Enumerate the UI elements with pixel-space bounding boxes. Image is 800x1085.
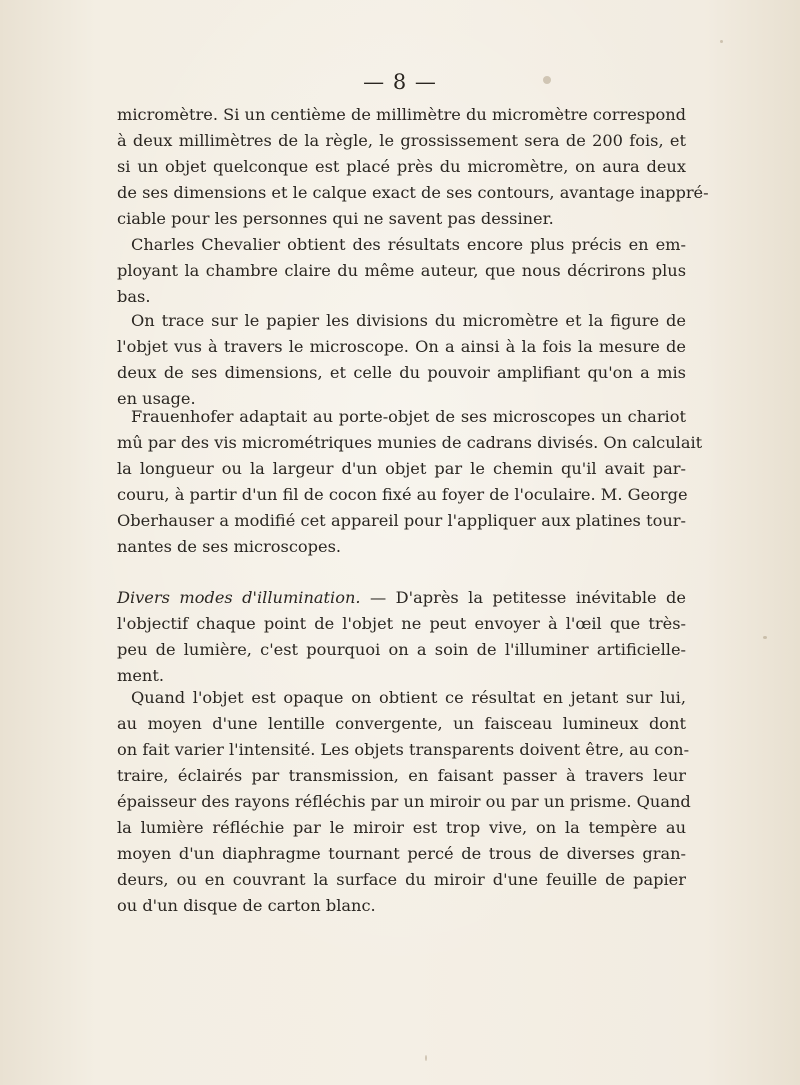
text-line: l'objectif chaque point de l'objet ne peut envoyer à l'œil que très-	[117, 614, 686, 633]
paper-speck	[425, 1055, 427, 1061]
text-line: On trace sur le papier les divisions du micromètre et la figure de	[131, 311, 686, 330]
paragraph-3	[117, 308, 686, 412]
text-line: mû par des vis micrométriques munies de cadrans divisés. On calculait	[117, 433, 703, 452]
text-line: micromètre. Si un centième de millimètre du micromètre correspond	[117, 105, 686, 124]
text-line: traire, éclairés par transmission, en faisant passer à travers leur	[117, 766, 686, 785]
text-line: la lumière réfléchie par le miroir est trop vive, on la tempère au	[117, 818, 686, 837]
text-line: bas.	[117, 287, 151, 306]
text-line: l'objet vus à travers le microscope. On a ainsi à la fois la mesure de	[117, 337, 686, 356]
text-line: Quand l'objet est opaque on obtient ce résultat en jetant sur lui,	[131, 688, 686, 707]
text-line: on fait varier l'intensité. Les objets transparents doivent être, au con-	[117, 740, 690, 759]
text-line: en usage.	[117, 389, 196, 408]
heading-line-rest: — D'après la petitesse inévitable de	[360, 588, 686, 607]
paragraph-1	[117, 102, 709, 232]
text-line: si un objet quelconque est placé près du micromètre, on aura deux	[117, 157, 686, 176]
text-line: Oberhauser a modifié cet appareil pour l'appliquer aux platines tour-	[117, 511, 686, 530]
text-line: nantes de ses microscopes.	[117, 537, 342, 556]
paper-speck	[720, 40, 723, 43]
text-line: ployant la chambre claire du même auteur, que nous décrirons plus	[117, 261, 686, 280]
text-line: de ses dimensions et le calque exact de ses contours, avantage inappré-	[117, 183, 709, 202]
paragraph-5	[117, 585, 686, 689]
text-line: Frauenhofer adaptait au porte-objet de ses microscopes un chariot	[131, 407, 686, 426]
paragraph-4	[117, 404, 703, 560]
text-line: au moyen d'une lentille convergente, un faisceau lumineux dont	[117, 714, 686, 733]
text-line: couru, à partir d'un fil de cocon fixé au foyer de l'oculaire. M. George	[117, 485, 688, 504]
text-line: à deux millimètres de la règle, le grossissement sera de 200 fois, et	[117, 131, 686, 150]
text-line: ment.	[117, 666, 165, 685]
page-number: — 8 —	[363, 70, 437, 94]
text-line: deux de ses dimensions, et celle du pouvoir amplifiant qu'on a mis	[117, 363, 686, 382]
text-line: deurs, ou en couvrant la surface du miroir d'une feuille de papier	[117, 870, 686, 889]
section-heading: Divers modes d'illumination.	[117, 588, 361, 607]
paper-speck	[763, 636, 767, 639]
paragraph-6	[117, 685, 691, 919]
text-line	[117, 585, 686, 611]
text-line: Charles Chevalier obtient des résultats encore plus précis en em-	[131, 235, 686, 254]
text-line: la longueur ou la largeur d'un objet par le chemin qu'il avait par-	[117, 459, 686, 478]
text-line: peu de lumière, c'est pourquoi on a soin de l'illuminer artificielle-	[117, 640, 686, 659]
text-line: épaisseur des rayons réfléchis par un miroir ou par un prisme. Quand	[117, 792, 691, 811]
text-line: moyen d'un diaphragme tournant percé de trous de diverses gran-	[117, 844, 686, 863]
paper-speck	[543, 76, 551, 84]
text-line: ciable pour les personnes qui ne savent pas dessiner.	[117, 209, 554, 228]
paragraph-2	[117, 232, 686, 310]
text-line: ou d'un disque de carton blanc.	[117, 896, 376, 915]
